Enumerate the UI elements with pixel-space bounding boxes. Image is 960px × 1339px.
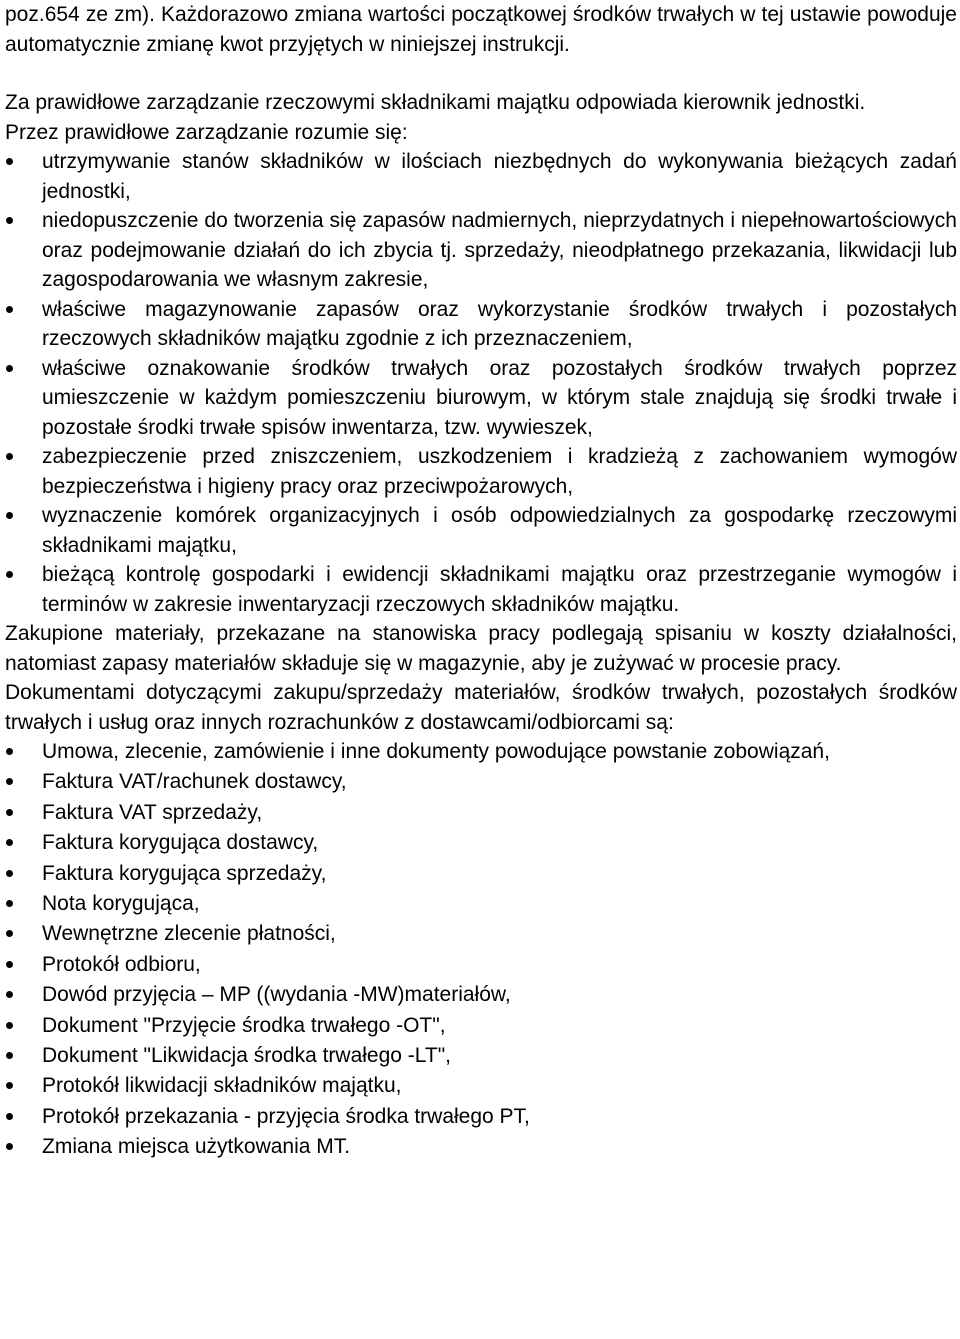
- bullet-icon: [6, 930, 13, 937]
- bullet-icon: [6, 870, 13, 877]
- list-item-text: Protokół likwidacji składników majątku,: [42, 1074, 402, 1098]
- list-item-text: Faktura VAT sprzedaży,: [42, 800, 263, 824]
- bullet-icon: [6, 1113, 13, 1120]
- list-item: [5, 1041, 957, 1071]
- list-item-text: utrzymywanie stanów składników w ilościach niezbędnych do wykonywania bieżących zadań jednostki,: [42, 150, 957, 203]
- list-item-text: Protokół odbioru,: [42, 952, 201, 976]
- paragraph-materials: Zakupione materiały, przekazane na stanowiska pracy podlegają spisaniu w koszty działalności, natomiast zapasy materiałów składuje się w magazynie, aby je zużywać w procesie pracy.: [5, 622, 957, 675]
- list-item-text: bieżącą kontrolę gospodarki i ewidencji składnikami majątku oraz przestrzeganie wymogów i terminów w zakresie inwentaryzacji rzeczowych składników majątku.: [42, 563, 957, 616]
- management-duties-list: [5, 147, 957, 619]
- document-page: [5, 0, 957, 1163]
- list-item: [5, 147, 957, 206]
- list-item: [5, 767, 957, 797]
- list-item: [5, 1132, 957, 1162]
- list-item-text: wyznaczenie komórek organizacyjnych i osób odpowiedzialnych za gospodarkę rzeczowymi składnikami majątku,: [42, 504, 957, 557]
- bullet-icon: [6, 217, 13, 224]
- bullet-icon: [6, 991, 13, 998]
- bullet-icon: [6, 1143, 13, 1150]
- list-item-text: właściwe oznakowanie środków trwałych oraz pozostałych środków trwałych poprzez umieszczenie w każdym pomieszczeniu biurowym, w którym stale znajdują się środki trwałe i pozostałe środki trwałe spisów inwentarza, tzw. wywieszek,: [42, 356, 957, 439]
- list-item: [5, 206, 957, 295]
- list-item: [5, 1102, 957, 1132]
- list-item: [5, 980, 957, 1010]
- bullet-icon: [6, 571, 13, 578]
- list-item: [5, 950, 957, 980]
- paragraph-documents-intro: Dokumentami dotyczącymi zakupu/sprzedaży materiałów, środków trwałych, pozostałych środków trwałych i usług oraz innych rozrachunków z dostawcami/odbiorcami są:: [5, 681, 957, 734]
- bullet-icon: [6, 453, 13, 460]
- paragraph-responsibility: Za prawidłowe zarządzanie rzeczowymi składnikami majątku odpowiada kierownik jednostki.: [5, 91, 866, 114]
- list-item-text: Protokół przekazania - przyjęcia środka trwałego PT,: [42, 1104, 530, 1128]
- bullet-icon: [6, 158, 13, 165]
- bullet-icon: [6, 839, 13, 846]
- list-item-text: Dowód przyjęcia – MP ((wydania -MW)materiałów,: [42, 983, 511, 1007]
- list-item: [5, 737, 957, 767]
- paragraph-management-intro: Przez prawidłowe zarządzanie rozumie się:: [5, 120, 408, 144]
- bullet-icon: [6, 365, 13, 372]
- list-item-text: Dokument "Likwidacja środka trwałego -LT",: [42, 1044, 452, 1068]
- list-item: [5, 919, 957, 949]
- paragraph-legal-reference: poz.654 ze zm). Każdorazowo zmiana wartości początkowej środków trwałych w tej ustawie powoduje automatycznie zmianę kwot przyjętych w niniejszej instrukcji.: [5, 3, 957, 56]
- list-item: [5, 798, 957, 828]
- bullet-icon: [6, 748, 13, 755]
- bullet-icon: [6, 1022, 13, 1029]
- documents-list: [5, 737, 957, 1163]
- bullet-icon: [6, 961, 13, 968]
- bullet-icon: [6, 306, 13, 313]
- list-item: [5, 295, 957, 354]
- list-item-text: Faktura VAT/rachunek dostawcy,: [42, 770, 347, 794]
- list-item: [5, 828, 957, 858]
- list-item: [5, 1071, 957, 1101]
- list-item: [5, 859, 957, 889]
- list-item-text: Umowa, zlecenie, zamówienie i inne dokumenty powodujące powstanie zobowiązań,: [42, 740, 830, 763]
- bullet-icon: [6, 778, 13, 785]
- bullet-icon: [6, 1082, 13, 1089]
- bullet-icon: [6, 1052, 13, 1059]
- list-item-text: Faktura korygująca sprzedaży,: [42, 861, 327, 885]
- list-item: [5, 1011, 957, 1041]
- list-item: [5, 354, 957, 443]
- list-item-text: Dokument "Przyjęcie środka trwałego -OT",: [42, 1013, 446, 1037]
- bullet-icon: [6, 512, 13, 519]
- list-item: [5, 889, 957, 919]
- list-item: [5, 501, 957, 560]
- bullet-icon: [6, 900, 13, 907]
- list-item-text: Zmiana miejsca użytkowania MT.: [42, 1135, 351, 1159]
- list-item: [5, 560, 957, 619]
- list-item-text: niedopuszczenie do tworzenia się zapasów nadmiernych, nieprzydatnych i niepełnowartościowych oraz podejmowanie działań do ich zbycia tj. sprzedaży, nieodpłatnego przekazania, likwidacji lub zagospodarowania we własnym zakresie,: [42, 209, 957, 291]
- list-item-text: zabezpieczenie przed zniszczeniem, uszkodzeniem i kradzieżą z zachowaniem wymogów bezpieczeństwa i higieny pracy oraz przeciwpożarowych,: [42, 445, 957, 498]
- list-item-text: Nota korygująca,: [42, 892, 200, 916]
- list-item-text: właściwe magazynowanie zapasów oraz wykorzystanie środków trwałych i pozostałych rzeczowych składników majątku zgodnie z ich przeznaczeniem,: [42, 297, 957, 350]
- bullet-icon: [6, 809, 13, 816]
- list-item-text: Wewnętrzne zlecenie płatności,: [42, 922, 336, 946]
- list-item-text: Faktura korygująca dostawcy,: [42, 831, 319, 855]
- list-item: [5, 442, 957, 501]
